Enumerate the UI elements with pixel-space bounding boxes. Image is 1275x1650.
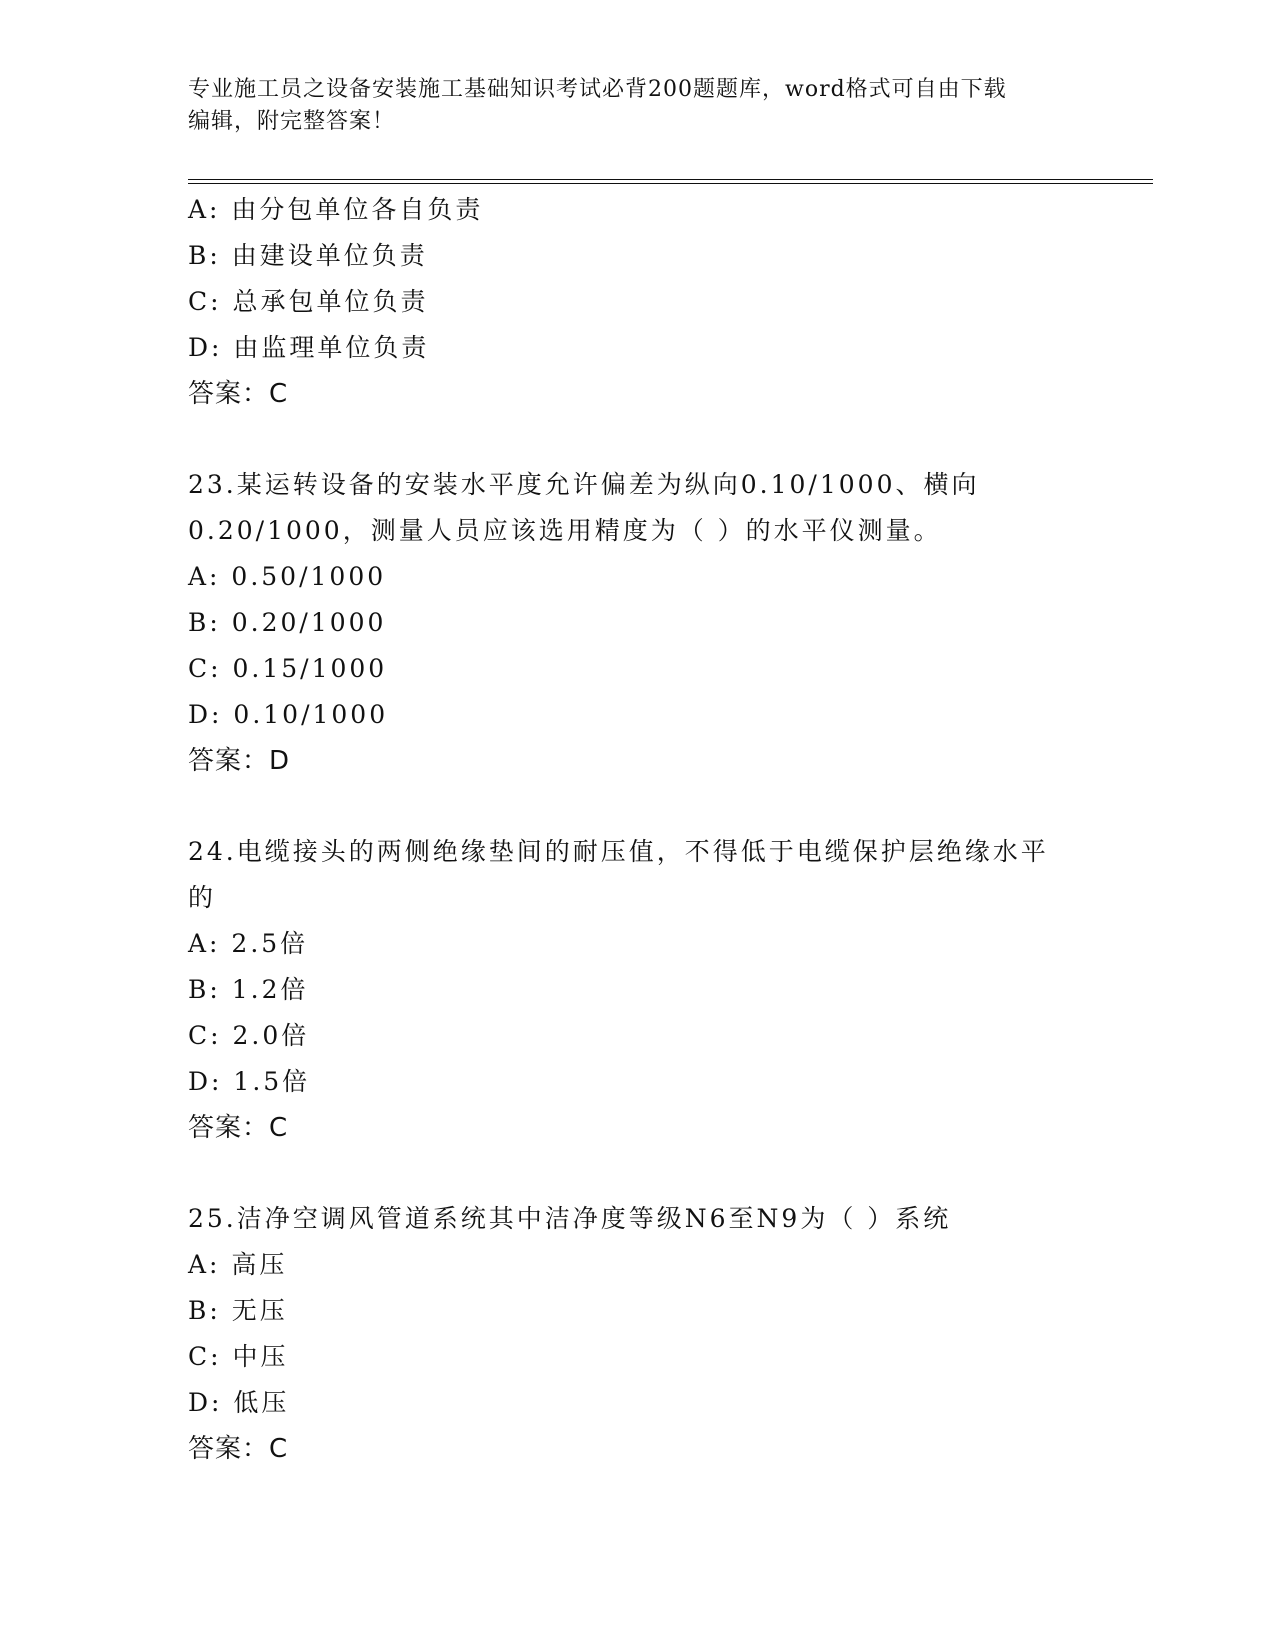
option-c: C: 中压 xyxy=(188,1342,289,1371)
option-b: B: 0.20/1000 xyxy=(188,608,387,637)
option-d: D: 0.10/1000 xyxy=(188,700,389,729)
question-stem-line-2: 0.20/1000，测量人员应该选用精度为（ ）的水平仪测量。 xyxy=(188,516,942,545)
header-line-1: 专业施工员之设备安装施工基础知识考试必背200题题库，word格式可自由下载 xyxy=(188,77,1007,102)
question-stem-line-2: 的 xyxy=(188,883,217,912)
answer-line: 答案：D xyxy=(188,746,291,776)
option-b: B: 无压 xyxy=(188,1296,288,1325)
header-line-2: 编辑，附完整答案！ xyxy=(188,109,396,134)
question-24 xyxy=(188,829,1088,1151)
header-divider-bottom xyxy=(188,183,1153,184)
document-header xyxy=(188,74,1078,138)
option-a: A: 由分包单位各自负责 xyxy=(188,195,484,224)
header-divider-top xyxy=(188,179,1153,180)
option-a: A: 高压 xyxy=(188,1250,288,1279)
question-stem-line-1: 25.洁净空调风管道系统其中洁净度等级N6至N9为（ ）系统 xyxy=(188,1204,952,1233)
option-d: D: 由监理单位负责 xyxy=(188,333,430,362)
answer-line: 答案：C xyxy=(188,379,289,409)
option-b: B: 1.2倍 xyxy=(188,975,309,1004)
question-stem-line-1: 24.电缆接头的两侧绝缘垫间的耐压值，不得低于电缆保护层绝缘水平 xyxy=(188,837,1049,866)
question-list xyxy=(188,187,1088,1472)
option-c: C: 0.15/1000 xyxy=(188,654,388,683)
question-22 xyxy=(188,187,1088,417)
question-stem-line-1: 23.某运转设备的安装水平度允许偏差为纵向0.10/1000、横向 xyxy=(188,470,980,499)
option-d: D: 1.5倍 xyxy=(188,1067,311,1096)
option-c: C: 2.0倍 xyxy=(188,1021,310,1050)
question-spacer xyxy=(188,417,1088,462)
question-spacer xyxy=(188,1151,1088,1196)
option-d: D: 低压 xyxy=(188,1388,290,1417)
option-b: B: 由建设单位负责 xyxy=(188,241,428,270)
question-spacer xyxy=(188,784,1088,829)
option-a: A: 2.5倍 xyxy=(188,929,309,958)
answer-line: 答案：C xyxy=(188,1113,289,1143)
question-23 xyxy=(188,462,1088,784)
option-c: C: 总承包单位负责 xyxy=(188,287,429,316)
answer-line: 答案：C xyxy=(188,1434,289,1464)
option-a: A: 0.50/1000 xyxy=(188,562,387,591)
question-25 xyxy=(188,1196,1088,1472)
